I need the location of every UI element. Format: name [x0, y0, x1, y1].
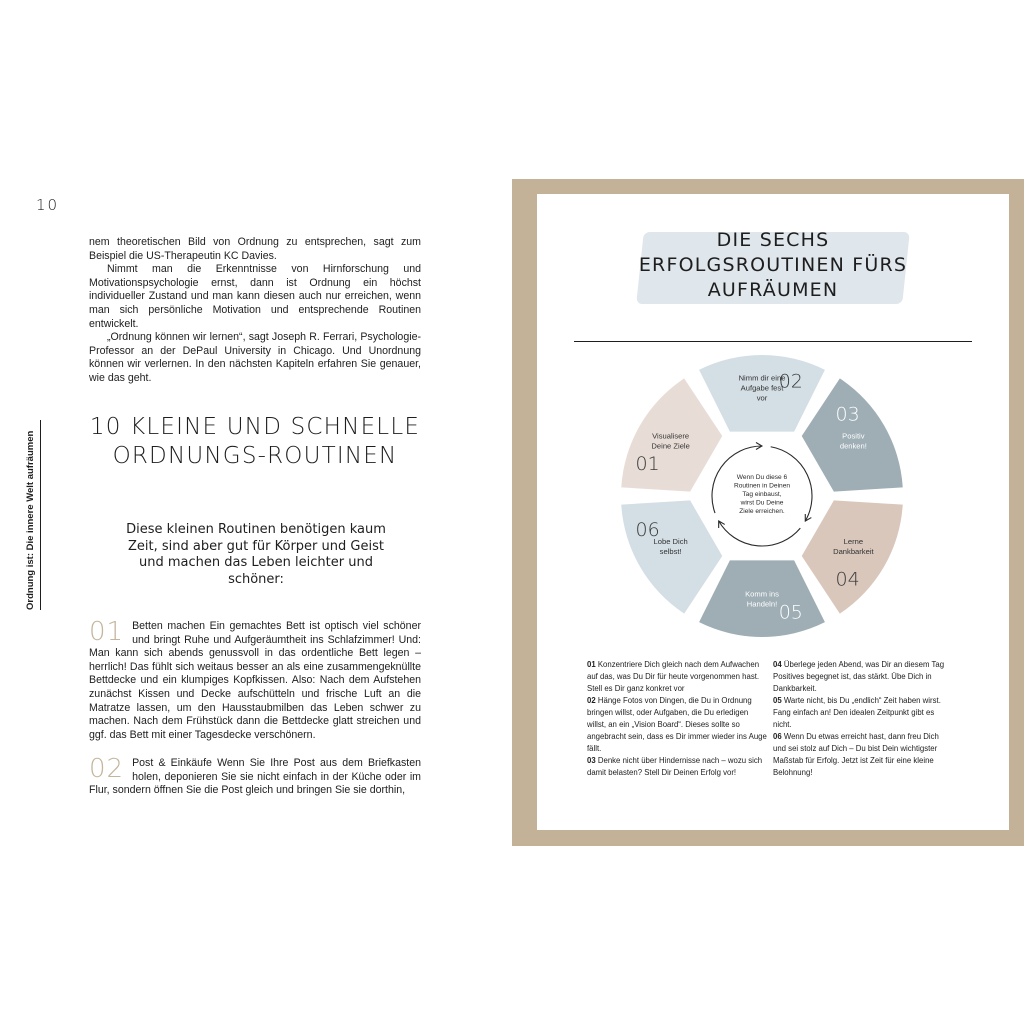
legend-column-left	[587, 659, 767, 779]
title-rule	[574, 341, 972, 342]
routine-wheel	[620, 355, 920, 645]
legend-number: 06	[773, 732, 782, 741]
wheel-segment-number: 06	[635, 518, 660, 541]
wheel-segment-label: Lerne Dankbarkeit	[833, 536, 874, 556]
section-subheading: Diese kleinen Routinen benötigen kaum Zeit, sind aber gut für Körper und Geist und machen das Leben leichter und schöner:	[126, 522, 386, 587]
cycle-arrow	[719, 521, 801, 546]
routine-text: Betten machen Ein gemachtes Bett ist optisch viel schöner und bringt Ruhe und Aufgeräumtheit ins Schlafzimmer! Und: Man kann sich abends genussvoll in das ordentliche Bett legen – herrlich! Das fühlt sich weitaus besser an als eine zusammengeknüllte Bettdecke und ein klumpiges Kopfkissen. Also: Nach dem Aufstehen zunächst Kissen und Decke aufschütteln und frische Luft an die Matratze lassen, um den Hausstaubmilben das Leben schwer zu machen. Nach dem Frühstück dann die Bettdecke glatt streichen und ggf. das Bett mit einer Tagesdecke verschönern.	[89, 620, 421, 741]
legend-number: 02	[587, 696, 596, 705]
running-head-rule	[40, 420, 41, 610]
wheel-segment-label: Visualisere Deine Ziele	[651, 431, 690, 451]
legend-text: Warte nicht, bis Du „endlich“ Zeit haben wirst. Fang einfach an! Den idealen Zeitpunkt gibt es nicht.	[773, 696, 941, 729]
page-number: 10	[36, 196, 60, 214]
wheel-segment-label: Positiv denken!	[839, 431, 867, 451]
legend-number: 03	[587, 756, 596, 765]
legend-item	[773, 731, 953, 779]
legend-column-right	[773, 659, 953, 779]
section-heading: 10 KLEINE UND SCHNELLE ORDNUNGS-ROUTINEN	[89, 414, 421, 469]
legend-item	[587, 695, 767, 755]
intro-paragraph: nem theoretischen Bild von Ordnung zu entsprechen, sagt zum Beispiel die US-Therapeutin KC Davies.	[89, 236, 421, 262]
running-head	[25, 410, 36, 610]
legend-item	[773, 659, 953, 695]
wheel-segment-number: 01	[635, 453, 660, 476]
legend-text: Denke nicht über Hindernisse nach – wozu sich damit belasten? Stell Dir Deinen Erfolg vor!	[587, 756, 763, 777]
legend-item	[587, 755, 767, 779]
intro-paragraph: „Ordnung können wir lernen“, sagt Joseph R. Ferrari, Psychologie-Professor an der DePaul University in Chicago. Und Unordnung können wir verlernen. In den nächsten Kapiteln erfahren Sie genauer, wie das geht.	[89, 331, 421, 384]
wheel-segment-number: 02	[778, 370, 803, 393]
wheel-segment-number: 05	[778, 601, 803, 624]
wheel-segment-label: Nimm dir eine Aufgabe fest vor	[738, 373, 786, 403]
legend-number: 01	[587, 660, 596, 669]
wheel-segment-label: Komm ins Handeln!	[745, 589, 779, 609]
routine-item	[89, 754, 421, 798]
wheel-segment-number: 03	[835, 403, 860, 426]
legend-item	[773, 695, 953, 731]
routine-item	[89, 617, 421, 742]
routine-number: 02	[89, 754, 125, 784]
legend-item	[587, 659, 767, 695]
intro-text	[89, 236, 421, 386]
routine-text: Post & Einkäufe Wenn Sie Ihre Post aus dem Briefkasten holen, deponieren Sie sie nicht einfach in der Küche oder im Flur, sondern öffnen Sie die Post gleich und bringen Sie sie dorthin,	[89, 757, 421, 797]
legend-number: 05	[773, 696, 782, 705]
running-head-text: Ordnung ist: Die innere Welt aufräumen	[25, 430, 36, 610]
wheel-segment-04	[802, 500, 903, 613]
cycle-arrow-head	[719, 521, 725, 528]
wheel-segment-number: 04	[835, 568, 860, 591]
legend-number: 04	[773, 660, 782, 669]
legend-text: Hänge Fotos von Dingen, die Du in Ordnung bringen willst, oder Aufgaben, die Du erledigen willst, an ein „Vision Board“. Dieses sollte so angebracht sein, dass es Dir immer wieder ins Auge fällt.	[587, 696, 767, 753]
wheel-center-text: Wenn Du diese 6 Routinen in Deinen Tag einbaust, wirst Du Deine Ziele erreichen.	[733, 474, 791, 516]
infographic-title: DIE SECHS ERFOLGSROUTINEN FÜRS AUFRÄUMEN	[638, 229, 908, 301]
wheel-segment-06	[621, 500, 722, 613]
legend-text: Überlege jeden Abend, was Dir an diesem Tag Positives begegnet ist, das stärkt. Übe Dich in Dankbarkeit.	[773, 660, 945, 693]
intro-paragraph: Nimmt man die Erkenntnisse von Hirnforschung und Motivationspsychologie ernst, dann ist Ordnung ein höchst individueller Zustand und man kann diesen auch nur erreichen, wenn man sich persönliche Motivation und entsprechende Routinen entwickelt.	[89, 263, 421, 330]
legend-text: Konzentriere Dich gleich nach dem Aufwachen auf das, was Du Dir für heute vorgenommen hast. Stell es Dir ganz konkret vor	[587, 660, 760, 693]
wheel-segment-label: Lobe Dich selbst!	[653, 536, 688, 556]
routine-number: 01	[89, 617, 125, 647]
legend-text: Wenn Du etwas erreicht hast, dann freu Dich und sei stolz auf Dich – Du bist Dein wichtigster Maßstab für Erfolg. Jetzt ist Zeit für eine kleine Belohnung!	[773, 732, 939, 777]
